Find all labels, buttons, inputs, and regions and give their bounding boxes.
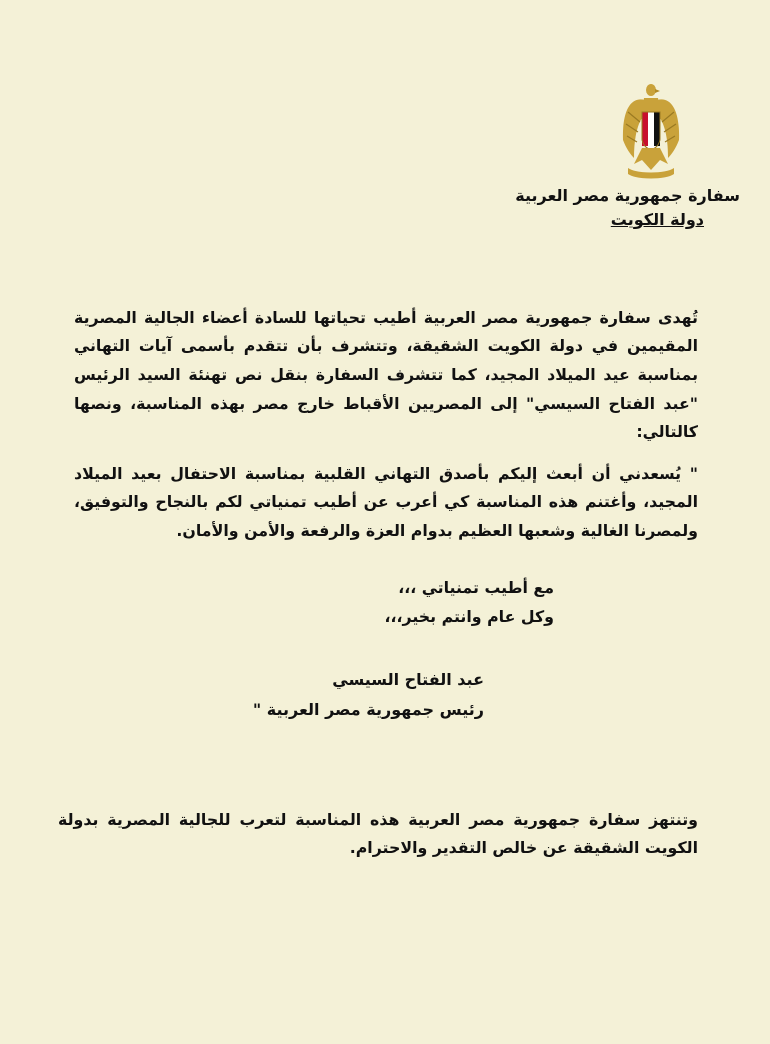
country-name: دولة الكويت bbox=[610, 210, 704, 229]
eagle-of-saladin-emblem-icon bbox=[620, 82, 682, 180]
presidential-message-paragraph: " يُسعدني أن أبعث إليكم بأصدق التهاني القلبية بمناسبة الاحتفال بعيد الميلاد المجيد، وأغتنم هذه المناسبة كي أعرب عن أطيب تمنياتي لكم بالنجاح والتوفيق، ولمصرنا الغالية وشعبها العظيم بدوام العزة والرفعة والأمن والأمان. bbox=[74, 463, 698, 540]
closing-greetings bbox=[384, 574, 554, 631]
signature-name: عبد الفتاح السيسي bbox=[332, 670, 484, 689]
signature-title: رئيس جمهورية مصر العربية " bbox=[252, 700, 484, 719]
embassy-name: سفارة جمهورية مصر العربية bbox=[515, 186, 740, 205]
closing-line-1: مع أطيب تمنياتي ،،، bbox=[398, 578, 554, 597]
intro-paragraph: تُهدى سفارة جمهورية مصر العربية أطيب تحياتها للسادة أعضاء الجالية المصرية المقيمين في دولة الكويت الشقيقة، وتتشرف بأن تتقدم بأسمى آيات التهاني بمناسبة عيد الميلاد المجيد، كما تتشرف السفارة بنقل نص تهنئة السيد الرئيس "عبد الفتاح السيسي" إلى المصريين الأقباط خارج مصر بهذه المناسبة، ونصها كالتالي: bbox=[74, 307, 698, 442]
final-paragraph: وتنتهز سفارة جمهورية مصر العربية هذه المناسبة لتعرب للجالية المصرية بدولة الكويت الشقيقة عن خالص التقدير والاحترام. bbox=[58, 809, 698, 858]
closing-line-2: وكل عام وانتم بخير،،، bbox=[384, 606, 554, 626]
